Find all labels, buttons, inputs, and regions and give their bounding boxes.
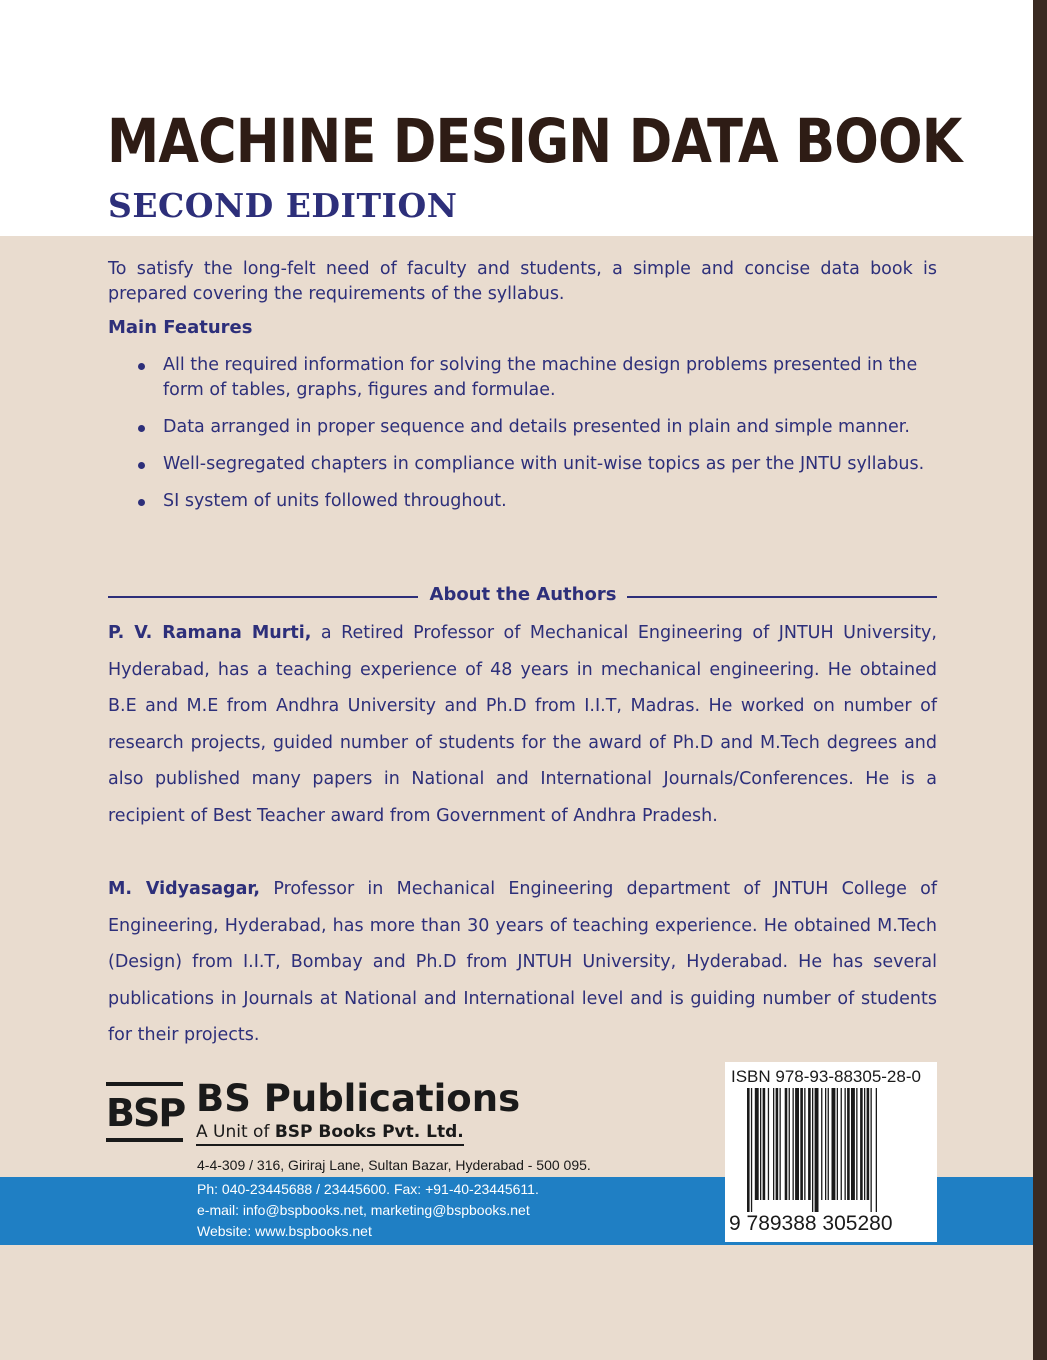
feature-text: SI system of units followed throughout. — [163, 491, 507, 511]
logo-text: BSP — [106, 1091, 185, 1135]
bsp-logo — [106, 1082, 183, 1146]
feature-text: Data arranged in proper sequence and details presented in plain and simple manner. — [163, 417, 910, 437]
book-spine-edge — [1033, 0, 1047, 1360]
feature-text: All the required information for solving the machine design problems presented in the form of tables, graphs, figures and formulae. — [163, 355, 918, 400]
publisher-website: Website: www.bspbooks.net — [197, 1223, 372, 1239]
author-name: P. V. Ramana Murti, — [108, 623, 312, 643]
author-bio-text: Professor in Mechanical Engineering department of JNTUH College of Engineering, Hyderabad, has more than 30 years of teaching experience. He obtained M.Tech (Design) from I.I.T, Bombay and Ph.D from JNTUH University, Hyderabad. He has several publications in Journals at National and International level and is guiding number of students for their projects. — [108, 879, 937, 1046]
unit-prefix: A Unit of — [196, 1122, 275, 1142]
unit-name: BSP Books Pvt. Ltd. — [274, 1122, 464, 1142]
feature-item — [108, 452, 937, 477]
author-bio — [108, 871, 937, 1054]
isbn-barcode-box — [725, 1062, 937, 1242]
bullet-icon — [138, 363, 145, 370]
logo-rule-bottom — [106, 1138, 183, 1142]
book-title: MACHINE DESIGN DATA BOOK — [107, 106, 962, 177]
authors-divider-left — [108, 596, 418, 598]
book-edition: SECOND EDITION — [108, 186, 458, 225]
authors-heading: About the Authors — [429, 584, 617, 605]
logo-rule-top — [106, 1082, 183, 1086]
barcode-digits: 9 789388 305280 — [729, 1212, 893, 1235]
author-bio-text: a Retired Professor of Mechanical Engineering of JNTUH University, Hyderabad, has a teaching experience of 48 years in mechanical engineering. He obtained B.E and M.E from Andhra University and Ph.D from I.I.T, Madras. He worked on number of research projects, guided number of students for the award of Ph.D and M.Tech degrees and also published many papers in National and International Journals/Conferences. He is a recipient of Best Teacher award from Government of Andhra Pradesh. — [108, 623, 937, 826]
features-heading: Main Features — [108, 317, 253, 338]
features-list — [108, 353, 937, 526]
publisher-phone: Ph: 040-23445688 / 23445600. Fax: +91-40-23445611. — [197, 1181, 539, 1197]
bullet-icon — [138, 499, 145, 506]
bullet-icon — [138, 462, 145, 469]
feature-item — [108, 489, 937, 514]
publisher-email: e-mail: info@bspbooks.net, marketing@bspbooks.net — [197, 1202, 530, 1218]
publisher-unit — [196, 1122, 464, 1146]
barcode-icon — [747, 1088, 917, 1212]
feature-item — [108, 415, 937, 440]
publisher-address: 4-4-309 / 316, Giriraj Lane, Sultan Bazar, Hyderabad - 500 095. — [197, 1157, 591, 1173]
publisher-name: BS Publications — [196, 1077, 521, 1120]
authors-divider-right — [627, 596, 937, 598]
feature-item — [108, 353, 937, 403]
bullet-icon — [138, 425, 145, 432]
author-name: M. Vidyasagar, — [108, 879, 261, 899]
isbn-label: ISBN 978-93-88305-28-0 — [731, 1067, 921, 1086]
intro-paragraph: To satisfy the long-felt need of faculty and students, a simple and concise data book is prepared covering the requirements of the syllabus. — [108, 259, 937, 304]
author-bio — [108, 615, 937, 835]
feature-text: Well-segregated chapters in compliance with unit-wise topics as per the JNTU syllabus. — [163, 454, 925, 474]
